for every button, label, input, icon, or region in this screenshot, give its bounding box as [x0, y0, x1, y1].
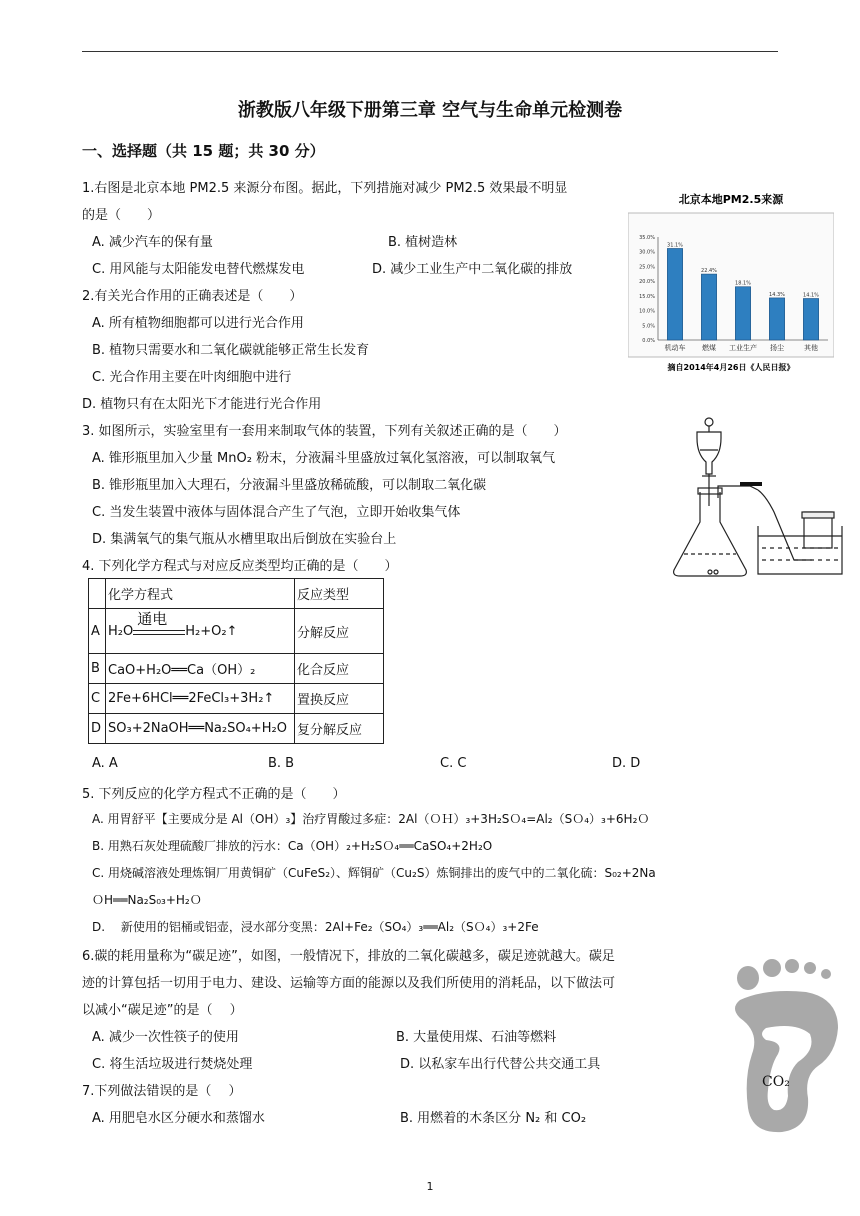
- chart-y-tick-label: 35.0%: [639, 235, 655, 241]
- chart-data-label: 31.1%: [667, 242, 683, 249]
- chart-bar: [769, 298, 784, 340]
- chart-data-label: 18.1%: [735, 280, 751, 287]
- chart-y-tick-label: 25.0%: [639, 264, 655, 271]
- q3-option-d: D. 集满氧气的集气瓶从水槽里取出后倒放在实验台上: [92, 532, 397, 547]
- table-row: [89, 684, 384, 714]
- q7-option-a: A. 用肥皂水区分硬水和蒸馏水: [92, 1111, 265, 1126]
- chart-caption: 摘自2014年4月26日《人民日报》: [667, 363, 795, 372]
- pm25-chart: [628, 185, 834, 375]
- q5-stem: 5. 下列反应的化学方程式不正确的是（ ）: [82, 787, 346, 802]
- row-key: D: [89, 714, 106, 744]
- chart-y-tick-label: 30.0%: [639, 249, 655, 256]
- row-type: 复分解反应: [295, 714, 384, 744]
- row-key: A: [89, 609, 106, 654]
- q5-option-d: D. 新使用的铝桶或铝壶，浸水部分变黑：2Al+Fe₂（SO₄）₃══Al₂（SＯ₄）₃+2Fe: [92, 920, 539, 934]
- chart-y-tick-label: 20.0%: [639, 279, 655, 286]
- chart-bar: [803, 299, 818, 340]
- chart-y-tick-label: 15.0%: [639, 293, 655, 300]
- q6-stem-line1: 6.碳的耗用量称为“碳足迹”，如图，一般情况下，排放的二氧化碳越多，碳足迹就越大。碳足: [82, 949, 615, 964]
- q2-option-c: C. 光合作用主要在叶肉细胞中进行: [92, 370, 292, 385]
- q6-option-a: A. 减少一次性筷子的使用: [92, 1030, 239, 1045]
- q4-option-a: A. A: [92, 756, 118, 771]
- chart-category-label: 机动车: [664, 344, 686, 352]
- q1-option-a: A. 减少汽车的保有量: [92, 235, 213, 250]
- q3-option-b: B. 锥形瓶里加入大理石，分液漏斗里盛放稀硫酸，可以制取二氧化碳: [92, 478, 487, 493]
- header-rule: [82, 51, 778, 52]
- q7-stem: 7.下列做法错误的是（ ）: [82, 1084, 242, 1099]
- page-title: 浙教版八年级下册第三章 空气与生命单元检测卷: [237, 100, 623, 121]
- footprint-label: CO₂: [762, 1074, 790, 1090]
- eq-condition-arrow: [133, 610, 185, 638]
- chart-category-label: 工业生产: [729, 344, 757, 352]
- chart-bar: [701, 274, 716, 340]
- row-type: 化合反应: [295, 654, 384, 684]
- chart-data-label: 22.4%: [701, 268, 717, 275]
- q6-option-b: B. 大量使用煤、石油等燃料: [396, 1030, 557, 1045]
- row-key: B: [89, 654, 106, 684]
- section-heading: 一、选择题（共 15 题；共 30 分）: [82, 142, 325, 160]
- q4-option-b: B. B: [268, 756, 295, 771]
- chart-y-tick-label: 0.0%: [642, 338, 655, 344]
- table-header-type: 反应类型: [295, 579, 384, 609]
- row-equation: CaO+H₂O══Ca（OH）₂: [106, 654, 295, 684]
- chart-category-label: 燃煤: [702, 344, 716, 352]
- chart-y-tick-label: 10.0%: [639, 308, 655, 315]
- q1-stem-line1: 1.右图是北京本地 PM2.5 来源分布图。据此，下列措施对减少 PM2.5 效果最不明显: [82, 181, 568, 196]
- table-header-key: [89, 579, 106, 609]
- eq-product: H₂+O₂↑: [185, 623, 238, 639]
- row-type: 分解反应: [295, 609, 384, 654]
- q2-option-a: A. 所有植物细胞都可以进行光合作用: [92, 316, 304, 331]
- chart-category-label: 扬尘: [770, 344, 784, 352]
- table-row: [89, 654, 384, 684]
- row-equation: [106, 609, 295, 654]
- q2-option-d: D. 植物只有在太阳光下才能进行光合作用: [82, 397, 322, 412]
- q6-stem-line2: 迹的计算包括一切用于电力、建设、运输等方面的能源以及我们所使用的消耗品，以下做法可: [82, 976, 616, 991]
- q5-option-b: B. 用熟石灰处理硫酸厂排放的污水：Ca（OH）₂+H₂SＯ₄══CaSO₄+2H₂O: [92, 839, 493, 853]
- eq-condition: 通电: [137, 610, 168, 628]
- q2-stem: 2.有关光合作用的正确表述是（ ）: [82, 289, 303, 304]
- chart-title: 北京本地PM2.5来源: [678, 193, 784, 206]
- q1-option-d: D. 减少工业生产中二氧化碳的排放: [372, 262, 573, 277]
- chart-data-label: 14.3%: [769, 291, 785, 298]
- table-row: [89, 609, 384, 654]
- q6-stem-line3: 以减小“碳足迹”的是（ ）: [82, 1003, 243, 1018]
- row-type: 置换反应: [295, 684, 384, 714]
- reaction-table: [88, 578, 384, 744]
- q2-option-b: B. 植物只需要水和二氧化碳就能够正常生长发育: [92, 343, 370, 358]
- q5-option-c-line2: ＯH══Na₂S₀₃+H₂Ｏ: [92, 893, 202, 907]
- page-number: 1: [426, 1180, 434, 1193]
- q1-option-c: C. 用风能与太阳能发电替代燃煤发电: [92, 262, 305, 277]
- q4-option-d: D. D: [612, 756, 641, 771]
- q1-option-b: B. 植树造林: [388, 235, 458, 250]
- chart-data-label: 14.1%: [803, 292, 819, 299]
- q3-stem: 3. 如图所示，实验室里有一套用来制取气体的装置，下列有关叙述正确的是（ ）: [82, 424, 567, 439]
- q6-option-c: C. 将生活垃圾进行焚烧处理: [92, 1057, 253, 1072]
- carbon-footprint-icon: [726, 958, 852, 1136]
- q3-option-a: A. 锥形瓶里加入少量 MnO₂ 粉末，分液漏斗里盛放过氧化氢溶液，可以制取氧气: [92, 451, 556, 466]
- q6-option-d: D. 以私家车出行代替公共交通工具: [400, 1057, 601, 1072]
- eq-reactant: H₂O: [108, 623, 134, 639]
- row-equation: SO₃+2NaOH══Na₂SO₄+H₂O: [106, 714, 295, 744]
- q3-option-c: C. 当发生装置中液体与固体混合产生了气泡，立即开始收集气体: [92, 505, 461, 520]
- table-header-row: [89, 579, 384, 609]
- row-equation: 2Fe+6HCl══2FeCl₃+3H₂↑: [106, 684, 295, 714]
- q5-option-a: A. 用胃舒平【主要成分是 Al（OH）₃】治疗胃酸过多症：2Al（ＯＨ）₃+3H₂SＯ₄=Al₂（SＯ₄）₃+6H₂Ｏ: [92, 812, 650, 826]
- gas-apparatus-diagram: [662, 414, 848, 584]
- q5-option-c-line1: C. 用烧碱溶液处理炼铜厂用黄铜矿（CuFeS₂）、辉铜矿（Cu₂S）炼铜排出的废气中的二氧化硫：S₀₂+2Na: [92, 866, 656, 880]
- chart-bar: [667, 248, 682, 340]
- chart-bar: [735, 287, 750, 340]
- table-row: [89, 714, 384, 744]
- q7-option-b: B. 用燃着的木条区分 N₂ 和 CO₂: [400, 1111, 587, 1126]
- q1-stem-line2: 的是（ ）: [82, 208, 161, 223]
- chart-y-tick-label: 5.0%: [642, 323, 655, 330]
- q4-option-c: C. C: [440, 756, 467, 771]
- q4-stem: 4. 下列化学方程式与对应反应类型均正确的是（ ）: [82, 559, 398, 574]
- row-key: C: [89, 684, 106, 714]
- chart-category-label: 其他: [804, 344, 818, 352]
- table-header-equation: 化学方程式: [106, 579, 295, 609]
